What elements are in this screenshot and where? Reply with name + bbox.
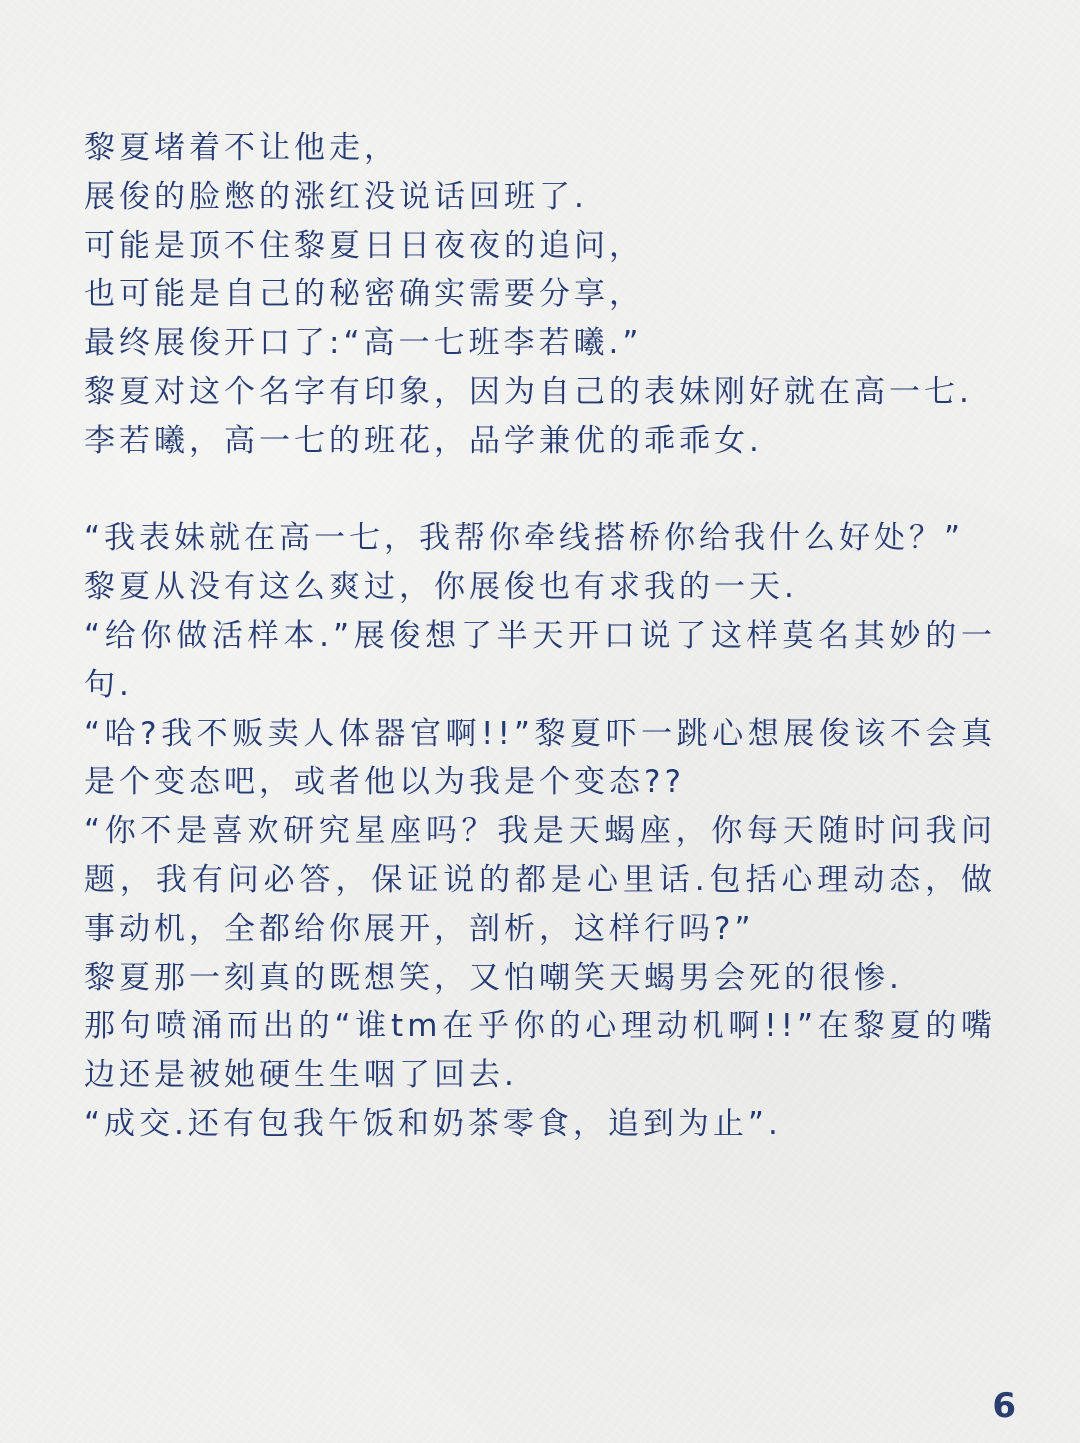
paragraph-12: “你不是喜欢研究星座吗？我是天蝎座，你每天随时问我问题，我有问必答，保证说的都是心里话.包括心理动态，做事动机，全都给你展开，剖析，这样行吗?” xyxy=(84,813,996,947)
paragraph-15: “成交.还有包我午饭和奶茶零食，追到为止”. xyxy=(84,1105,782,1142)
paragraph-3: 可能是顶不住黎夏日日夜夜的追问， xyxy=(84,227,644,264)
paragraph-4: 也可能是自己的秘密确实需要分享， xyxy=(84,276,644,313)
paragraph-7: 李若曦，高一七的班花，品学兼优的乖乖女. xyxy=(84,422,763,459)
paragraph-11: “哈?我不贩卖人体器官啊!!”黎夏吓一跳心想展俊该不会真是个变态吧，或者他以为我是个变态?? xyxy=(84,715,996,801)
page-number: 6 xyxy=(992,1386,1016,1426)
story-text xyxy=(84,124,996,1149)
paragraph-13: 黎夏那一刻真的既想笑，又怕嘲笑天蝎男会死的很惨. xyxy=(84,959,903,996)
paragraph-1: 黎夏堵着不让他走， xyxy=(84,130,399,166)
paragraph-14: 那句喷涌而出的“谁tm在乎你的心理动机啊!!”在黎夏的嘴边还是被她硬生生咽了回去. xyxy=(84,1008,996,1094)
paragraph-10: “给你做活样本.”展俊想了半天开口说了这样莫名其妙的一句. xyxy=(84,617,996,703)
paragraph-5: 最终展俊开口了:“高一七班李若曦.” xyxy=(84,325,643,362)
paragraph-2: 展俊的脸憋的涨红没说话回班了. xyxy=(84,178,588,215)
paragraph-8: “我表妹就在高一七，我帮你牵线搭桥你给我什么好处？” xyxy=(84,520,965,557)
paragraph-9: 黎夏从没有这么爽过，你展俊也有求我的一天. xyxy=(84,569,798,606)
paragraph-6: 黎夏对这个名字有印象，因为自己的表妹刚好就在高一七. xyxy=(84,373,973,410)
